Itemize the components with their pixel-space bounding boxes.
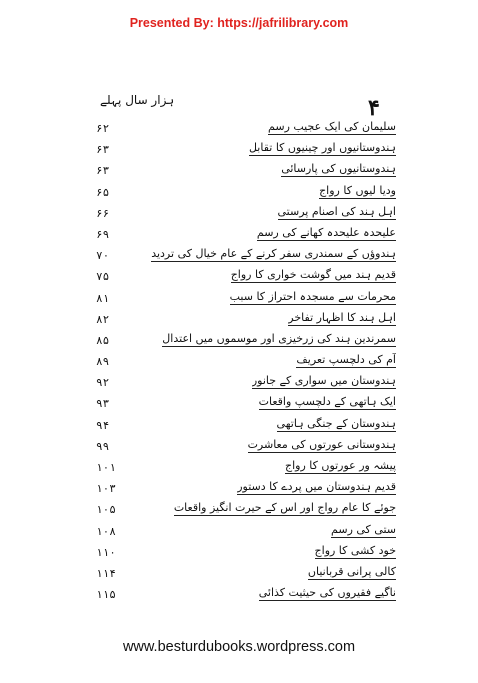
toc-row [96,395,396,416]
toc-row [96,374,396,395]
toc-title: ہندوستانیوں کی پارسائی [281,162,396,176]
toc-title: اہل ہند کا اظہار تفاخر [288,310,396,324]
toc-title: ناگیے فقیروں کی حیثیت کذائی [258,586,396,600]
page-number: ۴ [368,95,380,121]
toc-row [96,311,396,332]
toc-row [96,226,396,247]
toc-title: سلیمان کی ایک عجیب رسم [268,120,396,133]
toc-row [96,120,396,141]
toc-row [96,141,396,162]
toc-page-number: ۸۹ [96,355,110,369]
toc-page-number: ۹۳ [96,397,110,411]
toc-title: ہندوؤں کے سمندری سفر کرنے کے عام خیال کی تردید [151,247,396,261]
toc-page-number: ۸۱ [96,291,110,305]
toc-page-number: ۸۵ [96,333,110,347]
toc-title: قدیم ہندوستان میں پردے کا دستور [237,480,396,494]
toc-page-number: ۶۶ [96,206,110,220]
toc-title: علیحدہ علیحدہ کھانے کی رسم [256,225,396,239]
toc-title: ودیا لیوں کا رواج [319,183,396,197]
toc-row [96,459,396,480]
toc-title: جوئے کا عام رواج اور اس کے حیرت انگیز واقعات [173,501,396,515]
toc-row [96,332,396,353]
toc-row [96,247,396,268]
toc-row [96,565,396,586]
toc-row [96,353,396,374]
toc-title: ستی کی رسم [331,522,396,536]
toc-page-number: ۷۰ [96,249,110,263]
toc-page-number: ۶۹ [96,227,110,241]
toc-title: آم کی دلچسپ تعریف [296,353,396,367]
toc-page-number: ۱۰۳ [96,482,116,496]
toc-row [96,162,396,183]
toc-row [96,586,396,607]
toc-page-number: ۶۳ [96,164,110,178]
toc-row [96,544,396,565]
toc-row [96,438,396,459]
toc-title: اہل ہند کی اصنام پرستی [277,204,396,218]
toc-page-number: ۷۵ [96,270,110,284]
toc-row [96,290,396,311]
toc-title: ہندوستان میں سواری کے جانور [251,374,396,388]
toc-page-number: ۹۴ [96,418,110,432]
toc-page-number: ۹۹ [96,439,110,453]
presented-by-banner: Presented By: https://jafrilibrary.com [129,16,349,30]
toc-title: ایک ہاتھی کے دلچسپ واقعات [258,395,396,409]
running-head: ہزار سال پہلے [100,93,175,107]
toc-row [96,184,396,205]
toc-title: ہندوستانیوں اور چینیوں کا تقابل [248,141,396,155]
toc-row [96,417,396,438]
toc-page-number: ۱۱۰ [96,545,116,559]
toc-row [96,268,396,289]
toc-page-number: ۶۵ [96,185,110,199]
toc-row [96,501,396,522]
toc-title: کالی پرانی قربانیاں [307,564,396,578]
toc-page-number: ۶۲ [96,122,110,135]
toc-title: قدیم ہند میں گوشت خواری کا رواج [230,268,396,282]
toc-page-number: ۱۰۱ [96,461,116,474]
footer-website: www.besturdubooks.wordpress.com [122,639,356,655]
toc-page-number: ۸۲ [96,312,110,326]
toc-page-number: ۶۳ [96,143,110,157]
toc-title: خود کشی کا رواج [314,543,396,557]
toc-page-number: ۹۲ [96,376,110,390]
toc-page-number: ۱۱۴ [96,566,116,580]
toc-page-number: ۱۰۸ [96,524,116,538]
toc-title: ہندوستانی عورتوں کی معاشرت [247,437,396,451]
toc-title: سمرندین ہند کی زرخیزی اور موسموں میں اعتدال [162,331,396,345]
table-of-contents [96,120,396,607]
toc-row [96,523,396,544]
toc-title: پیشہ ور عورتوں کا رواج [285,459,396,472]
toc-page-number: ۱۱۵ [96,588,116,602]
toc-title: ہندوستان کے جنگی ہاتھی [276,416,396,430]
toc-row [96,480,396,501]
toc-title: محرمات سے مسجدہ احتراز کا سبب [229,289,396,303]
toc-page-number: ۱۰۵ [96,503,116,517]
toc-row [96,205,396,226]
